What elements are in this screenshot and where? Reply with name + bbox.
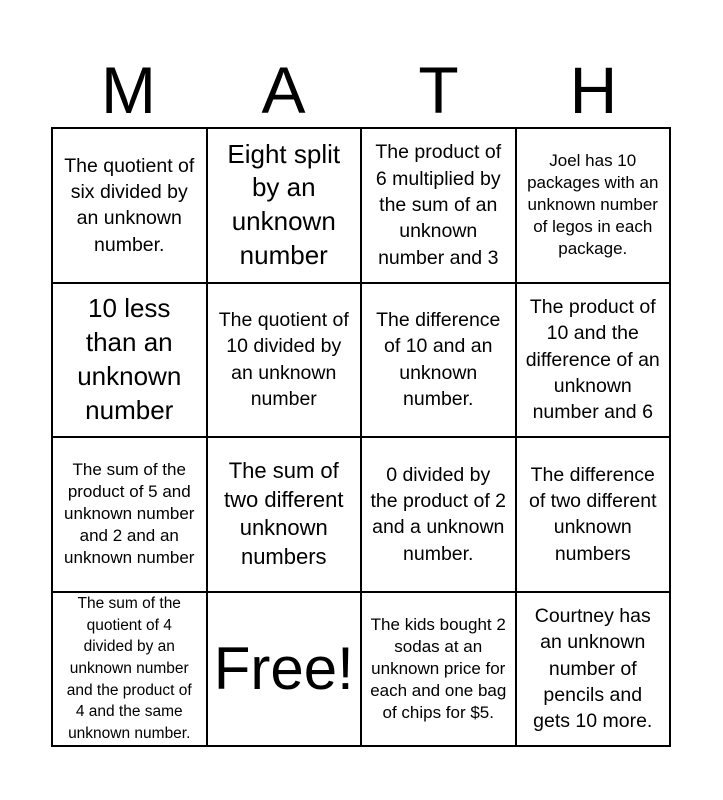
- cell-text: 10 less than an unknown number: [77, 293, 182, 425]
- cell-text: The product of 6 multiplied by the sum of an unknown number and 3: [375, 141, 502, 269]
- bingo-cell-r3c3[interactable]: [362, 438, 517, 593]
- bingo-cell-r2c2[interactable]: [208, 284, 363, 439]
- cell-text: The sum of the quotient of 4 divided by an unknown number and the product of 4 and the same unknown number.: [66, 594, 192, 742]
- bingo-cell-r2c4[interactable]: [517, 284, 672, 439]
- bingo-cell-r4c1[interactable]: [53, 593, 208, 748]
- cell-text: The difference of 10 and an unknown number.: [376, 309, 501, 411]
- cell-text: The quotient of six divided by an unknown number.: [64, 154, 195, 256]
- cell-text: Eight split by an unknown number: [227, 138, 341, 271]
- bingo-header: [51, 52, 671, 128]
- cell-text: The difference of two different unknown numbers: [528, 463, 657, 565]
- bingo-cell-r2c3[interactable]: [362, 284, 517, 439]
- bingo-cell-r1c3[interactable]: [362, 129, 517, 284]
- header-letter-m: M: [101, 53, 156, 127]
- bingo-cell-r3c1[interactable]: [53, 438, 208, 593]
- bingo-board: [51, 127, 671, 747]
- cell-text: The product of 10 and the difference of an unknown number and 6: [525, 295, 660, 424]
- bingo-cell-r2c1[interactable]: [53, 284, 208, 439]
- bingo-cell-r4c4[interactable]: [517, 593, 672, 748]
- cell-text: The sum of the product of 5 and unknown number and 2 and an unknown number: [64, 460, 195, 568]
- free-space-label: Free!: [213, 634, 354, 702]
- bingo-cell-r3c2[interactable]: [208, 438, 363, 593]
- cell-text: Courtney has an unknown number of pencils and gets 10 more.: [533, 604, 653, 733]
- bingo-cell-free[interactable]: [208, 593, 363, 748]
- header-letter-a: A: [261, 53, 306, 127]
- bingo-cell-r1c2[interactable]: [208, 129, 363, 284]
- bingo-cell-r4c3[interactable]: [362, 593, 517, 748]
- cell-text: The kids bought 2 sodas at an unknown price for each and one bag of chips for $5.: [370, 614, 507, 722]
- header-letter-h: H: [569, 53, 618, 127]
- cell-text: The quotient of 10 divided by an unknown number: [218, 309, 349, 411]
- cell-text: 0 divided by the product of 2 and a unknown number.: [370, 463, 506, 565]
- bingo-cell-r3c4[interactable]: [517, 438, 672, 593]
- cell-text: Joel has 10 packages with an unknown number of legos in each package.: [527, 151, 659, 259]
- cell-text: The sum of two different unknown numbers: [224, 458, 344, 569]
- bingo-cell-r1c4[interactable]: [517, 129, 672, 284]
- bingo-cell-r1c1[interactable]: [53, 129, 208, 284]
- header-letter-t: T: [418, 53, 459, 127]
